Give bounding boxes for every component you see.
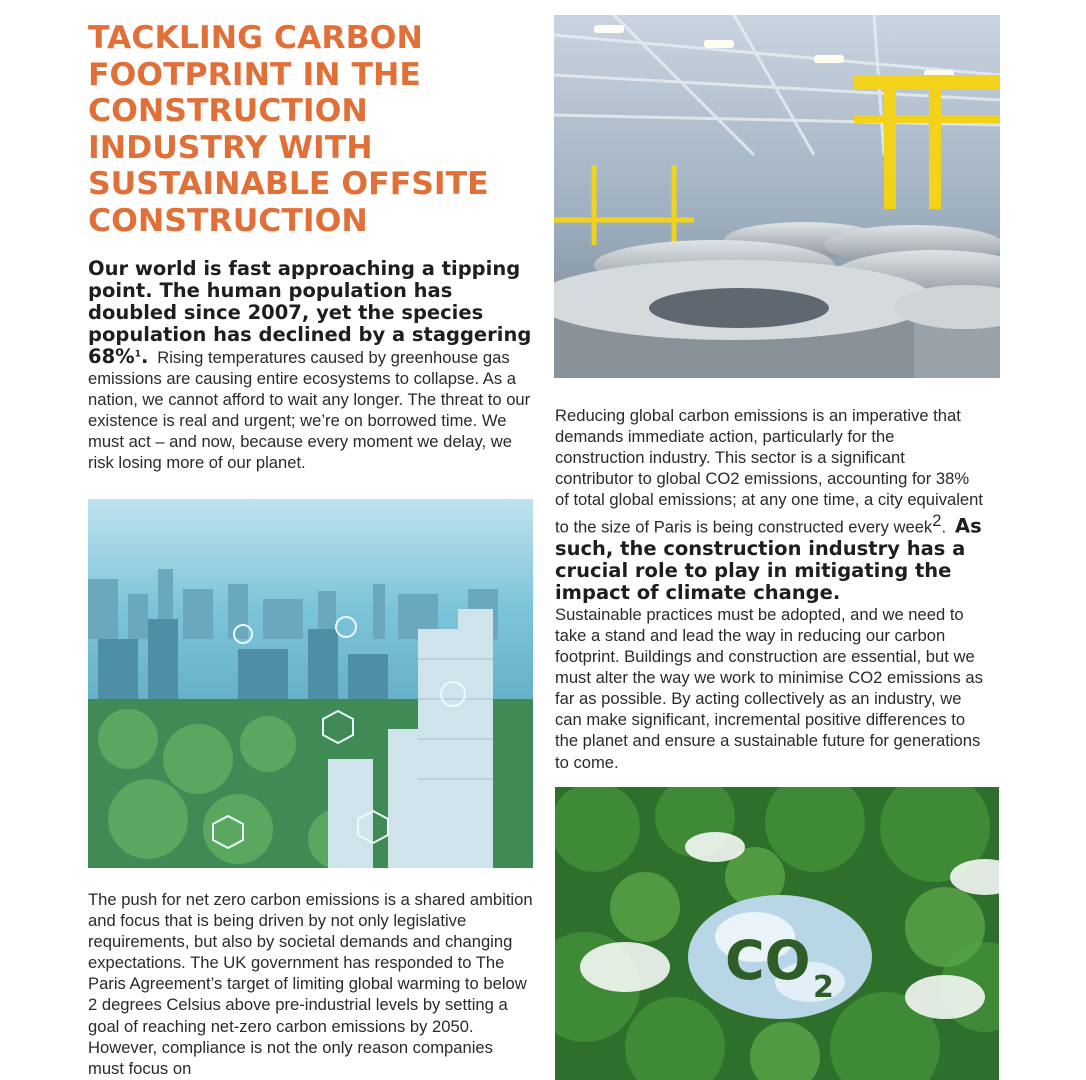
- co2-subscript: 2: [813, 970, 834, 1005]
- intro-body: Rising temperatures caused by greenhouse gas emissions are causing entire ecosystems to collapse. As a nation, we cannot afford to wait any longer. The threat to our existence is real and urgent; we’re on borrowed time. We must act – and now, because every moment we delay, we risk losing more of our planet.: [88, 348, 531, 473]
- intro-lead-end: .: [140, 345, 149, 368]
- warehouse-steel-coils-image: [554, 15, 1000, 378]
- section2-body-a: Reducing global carbon emissions is an imperative that demands immediate action, particularly for the construction industry. This sector is a significant contributor to global CO2 emissions, accounting for 38% of total global emissions; at any one time, a city equivalent to the size of Paris is being constructed every week: [555, 406, 983, 537]
- section2-body-a-end: .: [941, 517, 947, 537]
- section3-paragraph: The push for net zero carbon emissions is a shared ambition and focus that is being driven by not only legislative requirements, but also by societal demands and changing expectations. The UK government has responded to The Paris Agreement’s target of limiting global warming to below 2 degrees Celsius above pre-industrial levels by setting a goal of reaching net-zero carbon emissions by 2050. However, compliance is not the only reason companies must focus on: [88, 890, 533, 1078]
- forest-co2-image: [555, 787, 999, 1080]
- intro-lead: Our world is fast approaching a tipping point. The human population has doubled since 2007, yet the species population has declined by a staggering 68%: [88, 257, 532, 368]
- section2-body-b: Sustainable practices must be adopted, and we need to take a stand and lead the way in reducing our carbon footprint. Buildings and construction are essential, but we must alter the way we work to minimise CO2 emissions as far as possible. By acting collectively as an industry, we can make significant, incremental positive differences to the planet and ensure a sustainable future for generations to come.: [555, 604, 983, 772]
- smart-city-image: [88, 499, 533, 868]
- title-line: SUSTAINABLE OFFSITE: [88, 166, 489, 203]
- footnote-ref-2: 2: [932, 511, 942, 531]
- title-line: CONSTRUCTION: [88, 202, 368, 239]
- section2-paragraph: [555, 405, 985, 773]
- intro-paragraph: [88, 258, 534, 474]
- title-line: CONSTRUCTION: [88, 93, 368, 130]
- title-line: INDUSTRY WITH: [88, 129, 373, 166]
- section2-lead: As such, the construction industry has a crucial role to play in mitigating the impact of climate change.: [555, 514, 982, 604]
- title-line: TACKLING CARBON: [88, 20, 423, 56]
- page-title: [88, 20, 528, 240]
- title-line: FOOTPRINT IN THE: [88, 56, 421, 93]
- footnote-ref-1: 1: [134, 349, 141, 360]
- co2-text: CO: [725, 929, 811, 992]
